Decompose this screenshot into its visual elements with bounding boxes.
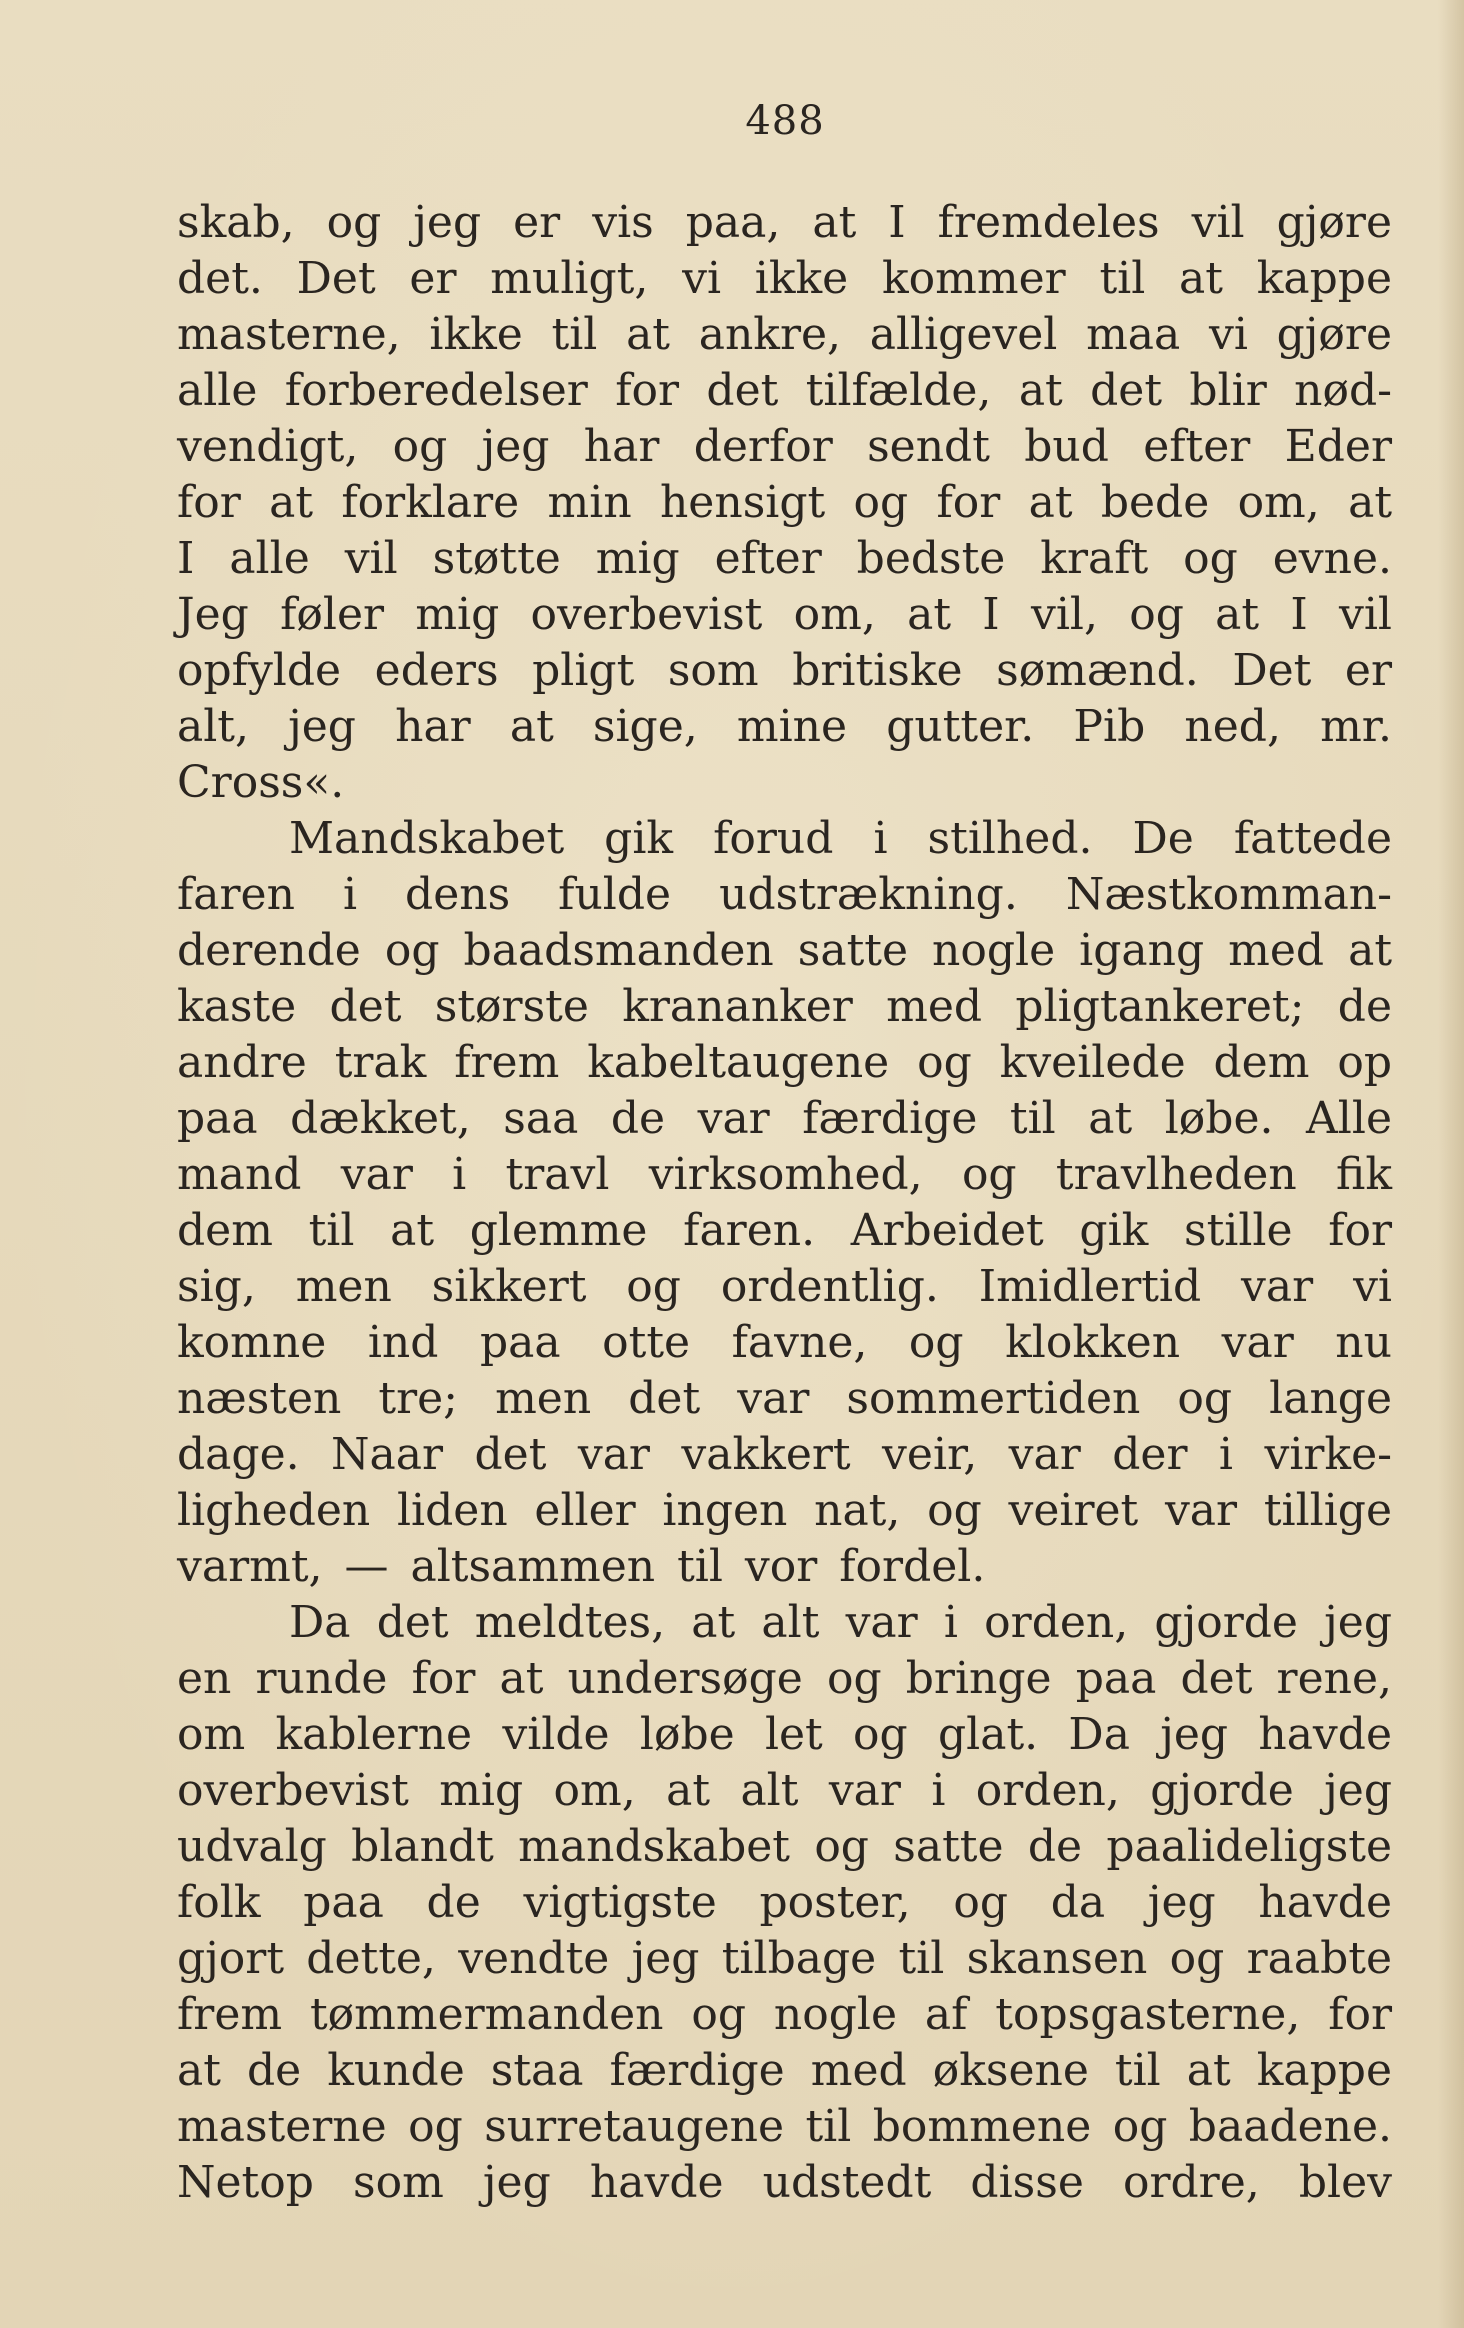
text-line: alle forberedelser for det tilfælde, at det blir nød- — [177, 365, 1392, 416]
text-line: alt, jeg har at sige, mine gutter. Pib ned, mr. — [177, 701, 1392, 752]
text-line: Netop som jeg havde udstedt disse ordre, blev — [177, 2157, 1392, 2208]
text-line: Cross«. — [177, 757, 345, 808]
text-line: det. Det er muligt, vi ikke kommer til at kappe — [177, 253, 1392, 304]
text-line: varmt, — altsammen til vor fordel. — [177, 1541, 986, 1592]
text-line: masterne og surretaugene til bommene og baadene. — [177, 2101, 1392, 2152]
text-line: folk paa de vigtigste poster, og da jeg havde — [177, 1877, 1392, 1928]
text-line: masterne, ikke til at ankre, alligevel maa vi gjøre — [177, 309, 1392, 360]
text-line: dem til at glemme faren. Arbeidet gik stille for — [177, 1205, 1392, 1256]
page-number: 488 — [745, 98, 825, 144]
text-line: frem tømmermanden og nogle af topsgasterne, for — [177, 1989, 1392, 2040]
text-line: skab, og jeg er vis paa, at I fremdeles vil gjøre — [177, 197, 1392, 248]
page-edge-shadow — [1438, 0, 1464, 2328]
text-line: opfylde eders pligt som britiske sømænd. Det er — [177, 645, 1392, 696]
text-line: for at forklare min hensigt og for at bede om, at — [177, 477, 1392, 528]
text-line: Jeg føler mig overbevist om, at I vil, og at I vil — [177, 589, 1392, 640]
text-line: gjort dette, vendte jeg tilbage til skansen og raabte — [177, 1933, 1392, 1984]
text-line: sig, men sikkert og ordentlig. Imidlertid var vi — [177, 1261, 1392, 1312]
text-line: udvalg blandt mandskabet og satte de paalideligste — [177, 1821, 1392, 1872]
text-line: overbevist mig om, at alt var i orden, gjorde jeg — [177, 1765, 1392, 1816]
text-line: vendigt, og jeg har derfor sendt bud efter Eder — [177, 421, 1392, 472]
text-line: næsten tre; men det var sommertiden og lange — [177, 1373, 1392, 1424]
text-line: mand var i travl virksomhed, og travlheden fik — [177, 1149, 1392, 1200]
text-line: komne ind paa otte favne, og klokken var nu — [177, 1317, 1392, 1368]
text-line: faren i dens fulde udstrækning. Næstkomman- — [177, 869, 1392, 920]
text-line: en runde for at undersøge og bringe paa det rene, — [177, 1653, 1392, 1704]
text-line: Mandskabet gik forud i stilhed. De fattede — [289, 813, 1392, 864]
text-line: om kablerne vilde løbe let og glat. Da jeg havde — [177, 1709, 1392, 1760]
text-line: at de kunde staa færdige med øksene til at kappe — [177, 2045, 1392, 2096]
text-line: paa dækket, saa de var færdige til at løbe. Alle — [177, 1093, 1392, 1144]
text-line: andre trak frem kabeltaugene og kveilede dem op — [177, 1037, 1392, 1088]
text-line: derende og baadsmanden satte nogle igang med at — [177, 925, 1392, 976]
text-line: ligheden liden eller ingen nat, og veiret var tillige — [177, 1485, 1392, 1536]
text-line: dage. Naar det var vakkert veir, var der i virke- — [177, 1429, 1392, 1480]
body-text — [177, 195, 1392, 2211]
text-line: Da det meldtes, at alt var i orden, gjorde jeg — [289, 1597, 1392, 1648]
text-line: I alle vil støtte mig efter bedste kraft og evne. — [177, 533, 1392, 584]
text-line: kaste det største krananker med pligtankeret; de — [177, 981, 1392, 1032]
